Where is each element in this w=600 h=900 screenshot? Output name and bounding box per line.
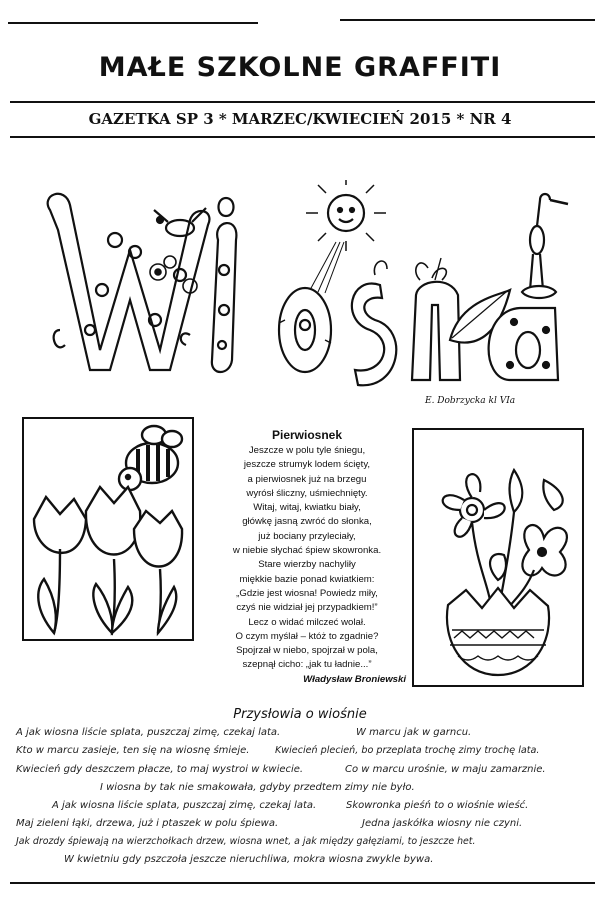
- header-rule-top: [10, 101, 595, 103]
- poem-line: Stare wierzby nachyliły: [258, 559, 356, 571]
- letter-n-shape: [412, 258, 460, 380]
- poem-line: już bociany przyleciały,: [258, 530, 356, 542]
- header-rule-bottom: [10, 136, 595, 138]
- proverb-line: Co w marcu urośnie, w maju zamarznie.: [345, 764, 546, 775]
- poem-line: Spojrzał w niebo, spojrzał w pola,: [236, 645, 378, 657]
- poem-line: czyś nie widział jej przypadkiem!”: [236, 602, 378, 614]
- poem-line: w niebie słychać śpiew skowronka.: [232, 545, 382, 557]
- poem-author: Władysław Broniewski: [303, 673, 406, 685]
- top-rule-right: [340, 19, 595, 21]
- proverb-line: Jedna jaskółka wiosny nie czyni.: [362, 818, 523, 829]
- poem-line: Witaj, witaj, kwiatku biały,: [253, 502, 361, 514]
- proverb-line: A jak wiosna liście splata, puszczaj zimę, czekaj lata.: [52, 800, 317, 811]
- stork-doodle: [522, 194, 568, 298]
- wiosna-lettering-artwork: [40, 180, 570, 395]
- proverb-line: W marcu jak w garncu.: [356, 727, 472, 738]
- poem-line: a pierwiosnek już na brzegu: [247, 473, 367, 485]
- letter-i-shape: [212, 198, 237, 372]
- top-rule-left: [8, 22, 258, 24]
- poem-line: Jeszcze w polu tyle śniegu,: [248, 445, 366, 456]
- proverb-line: W kwietniu gdy pszczoła jeszcze nieruchliwa, mokra wiosna zwykle bywa.: [64, 854, 434, 865]
- pansy-flower-icon: [510, 525, 567, 606]
- poem-title: Pierwiosnek: [271, 428, 343, 442]
- egg-flowers-picture: [412, 428, 584, 687]
- artist-signature: E. Dobrzycka kl VIa: [425, 396, 516, 406]
- proverb-line: Skowronka pieśń to o wiośnie wieść.: [346, 800, 529, 811]
- letter-a-shape: [489, 308, 558, 380]
- bee-icon: [119, 426, 182, 490]
- letter-o-shape: [279, 288, 331, 372]
- poem-line: szepnął cicho: „jak tu ładnie...”: [242, 659, 372, 671]
- sun-doodle: [306, 180, 386, 293]
- proverb-line: A jak wiosna liście splata, puszczaj zimę, czekaj lata.: [16, 727, 281, 738]
- proverb-line: Jak drozdy śpiewają na wierzchołkach drzew, wiosna wnet, a jak między gałęziami, to jeszcze het.: [16, 836, 476, 847]
- decorated-egg-icon: [447, 588, 549, 675]
- bottom-rule: [10, 882, 595, 884]
- poem-line: Lecz o widać milczeć wolał.: [248, 616, 366, 628]
- newspaper-title: MAŁE SZKOLNE GRAFFITI: [98, 52, 502, 83]
- tulips-picture: [22, 417, 194, 641]
- poem-line: jeszcze strumyk lodem ścięty,: [243, 459, 371, 471]
- poem-pierwiosnek: [198, 428, 416, 687]
- poem-line: O czym myślał – któż to zgadnie?: [235, 630, 379, 642]
- poem-line: „Gdzie jest wiosna! Powiedz miły,: [236, 587, 378, 599]
- issue-line: GAZETKA SP 3 * MARZEC/KWIECIEŃ 2015 * NR 4: [88, 110, 512, 128]
- tulip-flowers-icon: [34, 487, 182, 633]
- proverb-line: I wiosna by tak nie smakowała, gdyby przedtem zimy nie było.: [100, 782, 415, 793]
- letter-s-shape: [352, 261, 396, 385]
- proverb-line: Kwiecień gdy deszczem płacze, to maj wystroi w kwiecie.: [16, 764, 304, 775]
- flower-icon: [443, 474, 505, 600]
- proverbs-title: Przysłowia o wiośnie: [233, 707, 367, 722]
- proverb-line: Maj zieleni łąki, drzewa, już i ptaszek w polu śpiewa.: [16, 818, 279, 829]
- proverb-line: Kto w marcu zasieje, ten się na wiosnę śmieje.: [16, 745, 250, 756]
- poem-line: wyrósł śliczny, uśmiechnięty.: [246, 487, 368, 499]
- poem-line: główkę jasną zwróć do słonka,: [242, 516, 372, 528]
- proverb-line: Kwiecień plecień, bo przeplata trochę zimy trochę lata.: [275, 745, 540, 756]
- poem-line: miękkie bazie ponad kwiatkiem:: [239, 573, 375, 585]
